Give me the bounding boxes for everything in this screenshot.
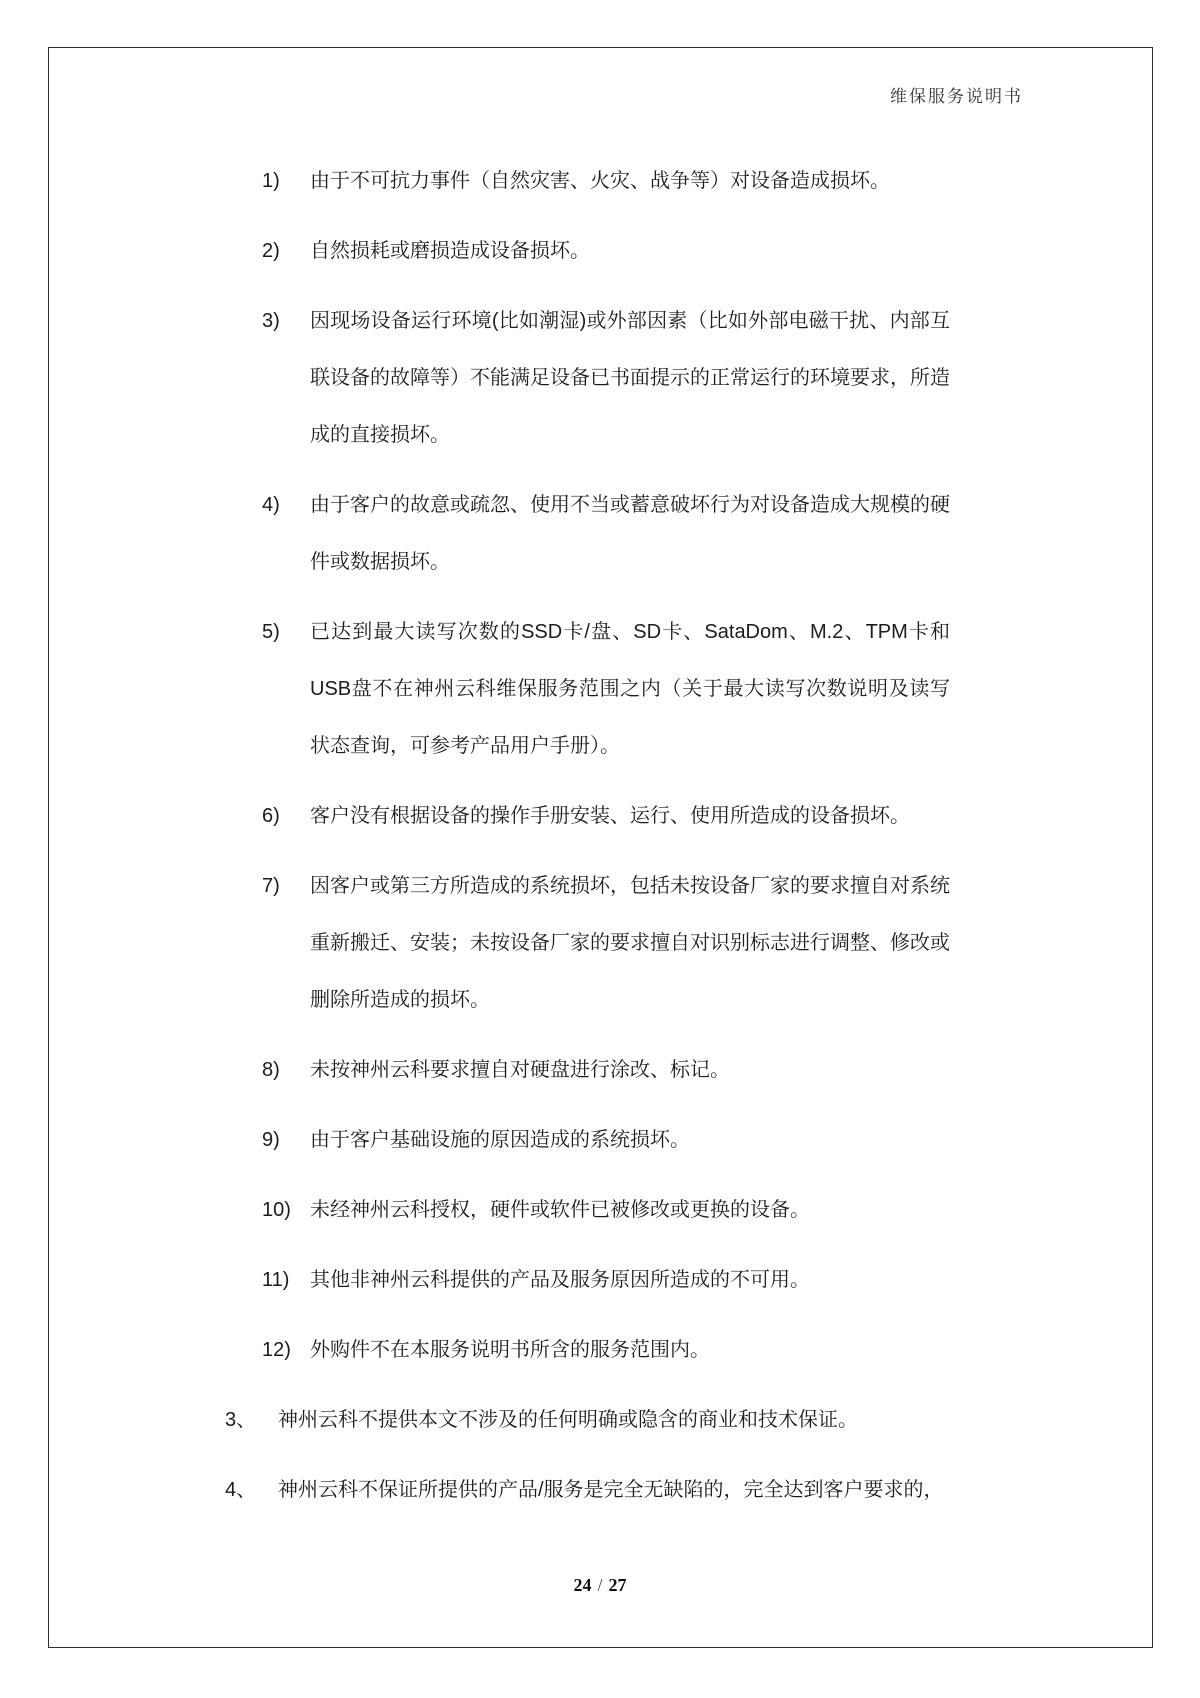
list-item <box>262 604 990 775</box>
list-item-text: 已达到最大读写次数的SSD卡/盘、SD卡、SataDom、M.2、TPM卡和USB盘不在神州云科维保服务范围之内（关于最大读写次数说明及读写状态查询，可参考产品用户手册）。 <box>310 621 950 757</box>
list-item-number: 3) <box>262 310 280 332</box>
list-item-text: 神州云科不保证所提供的产品/服务是完全无缺陷的，完全达到客户要求的， <box>278 1479 944 1501</box>
list-item-number: 4、 <box>225 1479 257 1501</box>
list-item <box>262 788 990 845</box>
list-item-text: 由于客户基础设施的原因造成的系统损坏。 <box>310 1129 690 1151</box>
list-item-text: 其他非神州云科提供的产品及服务原因所造成的不可用。 <box>310 1269 810 1291</box>
list-item <box>262 1112 990 1169</box>
list-item-number: 8) <box>262 1059 280 1081</box>
page-header-title: 维保服务说明书 <box>890 87 1023 106</box>
list-item-text: 神州云科不提供本文不涉及的任何明确或隐含的商业和技术保证。 <box>278 1409 858 1431</box>
list-item-text: 未按神州云科要求擅自对硬盘进行涂改、标记。 <box>310 1059 730 1081</box>
list-item <box>225 1392 990 1449</box>
list-item <box>262 293 990 464</box>
list-item <box>262 223 990 280</box>
list-item-text: 因客户或第三方所造成的系统损坏，包括未按设备厂家的要求擅自对系统重新搬迁、安装；未按设备厂家的要求擅自对识别标志进行调整、修改或删除所造成的损坏。 <box>310 875 950 1011</box>
list-item-text: 客户没有根据设备的操作手册安装、运行、使用所造成的设备损坏。 <box>310 805 910 827</box>
list-item-text: 由于不可抗力事件（自然灾害、火灾、战争等）对设备造成损坏。 <box>310 170 890 192</box>
list-item-text: 由于客户的故意或疏忽、使用不当或蓄意破坏行为对设备造成大规模的硬件或数据损坏。 <box>310 494 950 573</box>
list-item <box>262 153 990 210</box>
list-item <box>262 477 990 591</box>
page-number <box>0 1575 1200 1596</box>
list-item <box>262 1252 990 1309</box>
list-item-number: 12) <box>262 1339 291 1361</box>
list-item <box>262 1182 990 1239</box>
list-item <box>262 1042 990 1099</box>
list-item-number: 2) <box>262 240 280 262</box>
list-item-number: 9) <box>262 1129 280 1151</box>
list-item-number: 7) <box>262 875 280 897</box>
list-item <box>262 858 990 1029</box>
list-item-text: 因现场设备运行环境(比如潮湿)或外部因素（比如外部电磁干扰、内部互联设备的故障等）不能满足设备已书面提示的正常运行的环境要求，所造成的直接损坏。 <box>310 310 950 446</box>
list-item-number: 5) <box>262 621 280 643</box>
list-item-number: 10) <box>262 1199 291 1221</box>
document-body <box>0 153 1200 1519</box>
page-number-separator: / <box>597 1575 603 1595</box>
page-number-current: 24 <box>573 1575 592 1595</box>
page-header <box>0 0 1200 107</box>
list-item-number: 1) <box>262 170 280 192</box>
list-item-number: 6) <box>262 805 280 827</box>
list-item-number: 11) <box>262 1269 290 1291</box>
list-item <box>262 1322 990 1379</box>
list-item <box>225 1462 990 1519</box>
page-number-total: 27 <box>608 1575 627 1595</box>
list-item-text: 未经神州云科授权，硬件或软件已被修改或更换的设备。 <box>310 1199 810 1221</box>
list-item-number: 3、 <box>225 1409 257 1431</box>
list-item-text: 自然损耗或磨损造成设备损坏。 <box>310 240 590 262</box>
list-item-number: 4) <box>262 494 280 516</box>
list-item-text: 外购件不在本服务说明书所含的服务范围内。 <box>310 1339 710 1361</box>
